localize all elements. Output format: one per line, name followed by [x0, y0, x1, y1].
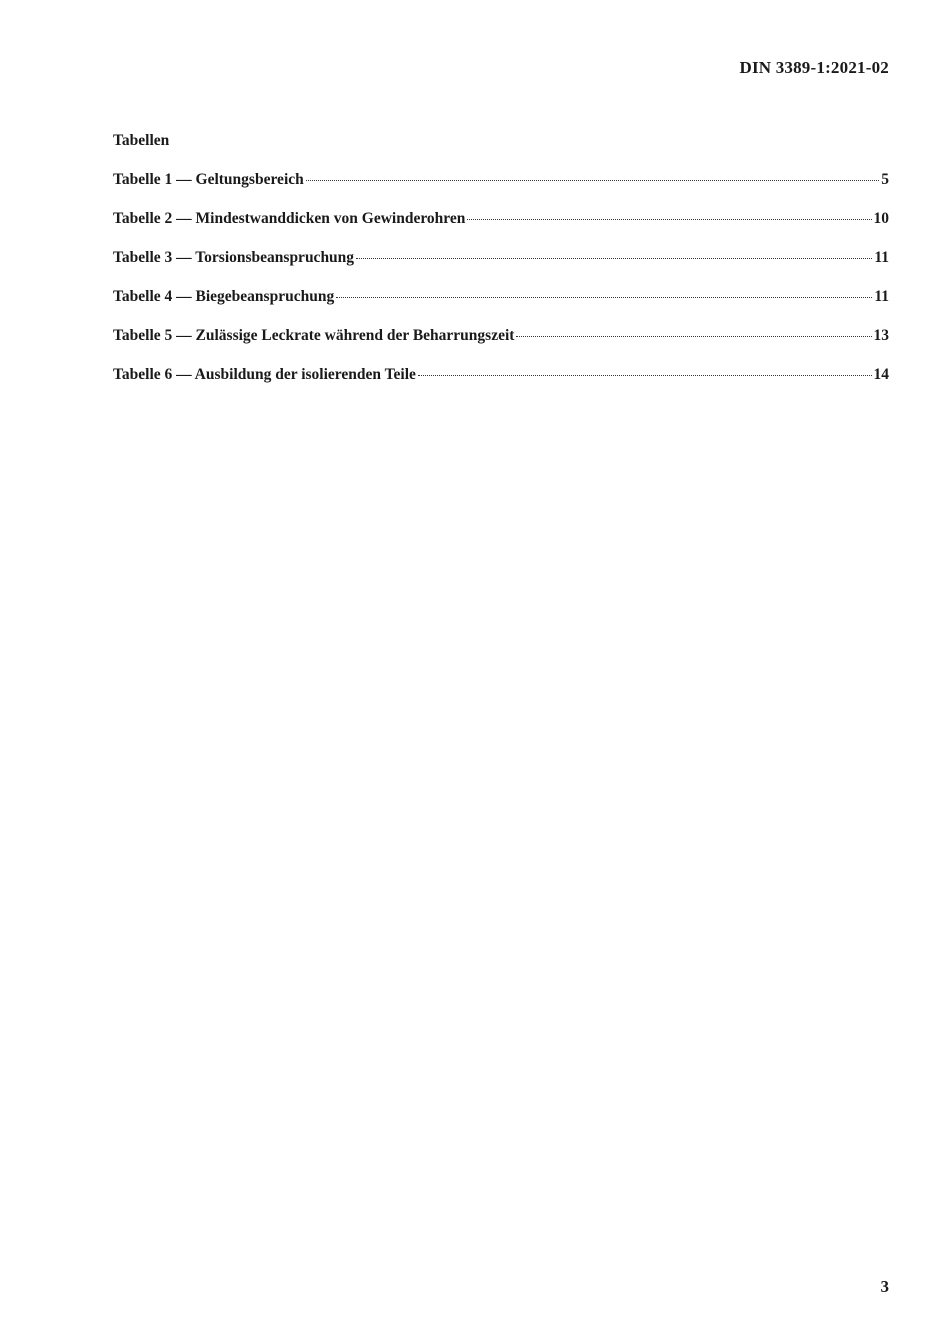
- toc-entry-label: Tabelle 3 — Torsionsbeanspruchung: [113, 249, 355, 266]
- section-title: Tabellen: [113, 132, 170, 149]
- toc-entry[interactable]: [113, 249, 889, 288]
- toc-entry-label: Tabelle 2 — Mindestwanddicken von Gewinderohren: [113, 210, 466, 227]
- toc-entry-page: 13: [873, 327, 889, 344]
- table-of-tables: [113, 171, 889, 405]
- toc-entry-label: Tabelle 5 — Zulässige Leckrate während der Beharrungszeit: [113, 327, 515, 344]
- toc-entry-page: 11: [874, 288, 889, 305]
- toc-entry[interactable]: [113, 210, 889, 249]
- dot-leader: [336, 297, 872, 298]
- dot-leader: [356, 258, 872, 259]
- document-id: DIN 3389-1:2021-02: [739, 58, 889, 77]
- toc-entry-label: Tabelle 1 — Geltungsbereich: [113, 171, 304, 188]
- toc-entry-page: 5: [881, 171, 889, 188]
- toc-entry-page: 10: [873, 210, 889, 227]
- toc-entry-page: 14: [873, 366, 889, 383]
- toc-entry[interactable]: [113, 288, 889, 327]
- toc-entry[interactable]: [113, 171, 889, 210]
- dot-leader: [306, 180, 880, 181]
- page-number: 3: [880, 1277, 889, 1296]
- toc-entry-page: 11: [874, 249, 889, 266]
- toc-entry-label: Tabelle 4 — Biegebeanspruchung: [113, 288, 335, 305]
- dot-leader: [467, 219, 871, 220]
- toc-entry-label: Tabelle 6 — Ausbildung der isolierenden Teile: [113, 366, 416, 383]
- toc-entry[interactable]: [113, 327, 889, 366]
- toc-entry[interactable]: [113, 366, 889, 405]
- dot-leader: [418, 375, 872, 376]
- dot-leader: [516, 336, 871, 337]
